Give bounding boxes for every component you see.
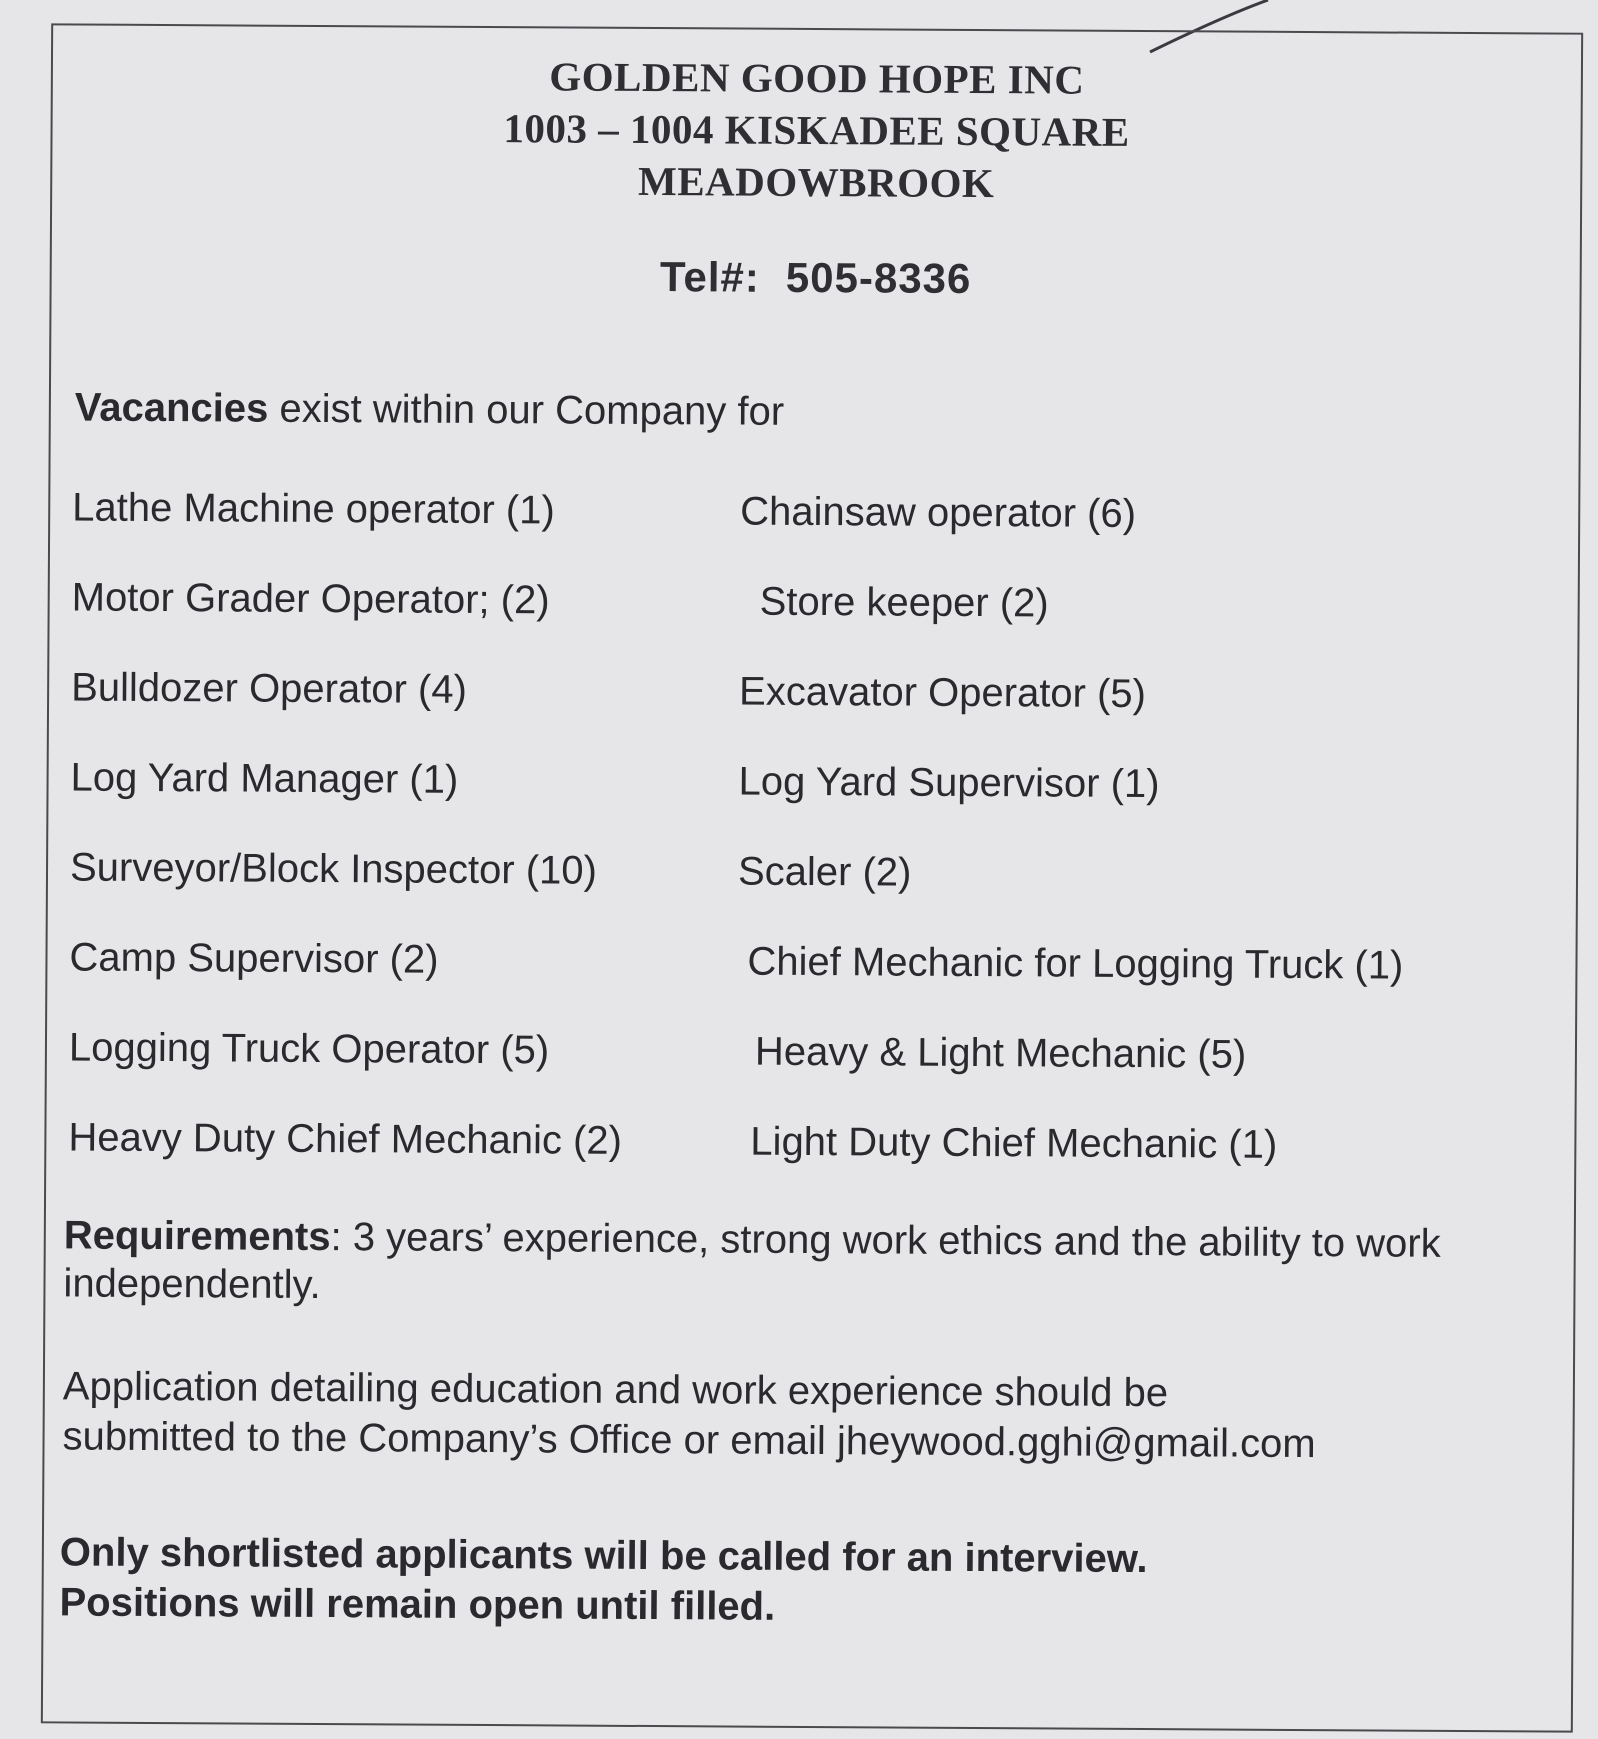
vacancy-row	[70, 843, 1551, 942]
telephone	[52, 249, 1580, 306]
company-header	[52, 47, 1581, 306]
vacancy-item: Light Duty Chief Mechanic (1)	[750, 1119, 1278, 1167]
application-line-2: submitted to the Company’s Office or email jheywood.gghi@gmail.com	[62, 1414, 1316, 1467]
vacancies-label: Vacancies	[74, 385, 269, 431]
vacancy-item: Motor Grader Operator; (2)	[71, 575, 550, 623]
closing-notice	[59, 1527, 1540, 1636]
vacancy-row	[68, 1113, 1549, 1212]
vacancies-text: exist within our Company for	[268, 386, 785, 434]
telephone-label: Tel#:	[659, 253, 761, 301]
closing-line-2: Positions will remain open until filled.	[59, 1580, 776, 1629]
vacancy-item: Heavy Duty Chief Mechanic (2)	[68, 1115, 623, 1163]
vacancy-item: Chief Mechanic for Logging Truck (1)	[747, 939, 1404, 988]
vacancy-item: Logging Truck Operator (5)	[68, 1025, 550, 1073]
requirements-label: Requirements	[63, 1213, 331, 1260]
vacancy-row	[69, 1023, 1550, 1122]
requirements-text: : 3 years’ experience, strong work ethics and the ability to work independently.	[63, 1215, 1441, 1308]
vacancy-item: Surveyor/Block Inspector (10)	[69, 845, 598, 893]
vacancy-item: Chainsaw operator (6)	[740, 489, 1137, 536]
requirements-paragraph	[63, 1211, 1544, 1316]
vacancy-item: Log Yard Supervisor (1)	[738, 759, 1160, 807]
application-line-1: Application detailing education and work experience should be	[62, 1364, 1169, 1416]
vacancy-item: Lathe Machine operator (1)	[72, 485, 555, 533]
telephone-number: 505-8336	[785, 253, 972, 302]
job-advert-frame	[41, 23, 1583, 1732]
vacancy-row	[72, 483, 1553, 582]
company-name: GOLDEN GOOD HOPE INC	[549, 53, 1085, 103]
vacancy-item: Scaler (2)	[737, 849, 912, 895]
vacancy-row	[71, 663, 1552, 762]
vacancy-row	[70, 753, 1551, 852]
application-paragraph	[62, 1361, 1543, 1470]
vacancy-item: Store keeper (2)	[759, 579, 1049, 626]
vacancies-intro	[75, 385, 785, 434]
vacancy-row	[71, 573, 1552, 672]
vacancy-row	[69, 933, 1550, 1032]
vacancy-item: Bulldozer Operator (4)	[71, 665, 468, 712]
vacancy-item: Log Yard Manager (1)	[70, 755, 459, 802]
company-area: MEADOWBROOK	[637, 157, 995, 207]
closing-line-1: Only shortlisted applicants will be called for an interview.	[59, 1530, 1148, 1582]
vacancy-item: Excavator Operator (5)	[739, 669, 1147, 717]
vacancy-list	[68, 483, 1552, 1212]
vacancy-item: Camp Supervisor (2)	[69, 935, 439, 982]
company-address: 1003 – 1004 KISKADEE SQUARE	[503, 105, 1130, 155]
vacancy-item: Heavy & Light Mechanic (5)	[754, 1029, 1247, 1077]
